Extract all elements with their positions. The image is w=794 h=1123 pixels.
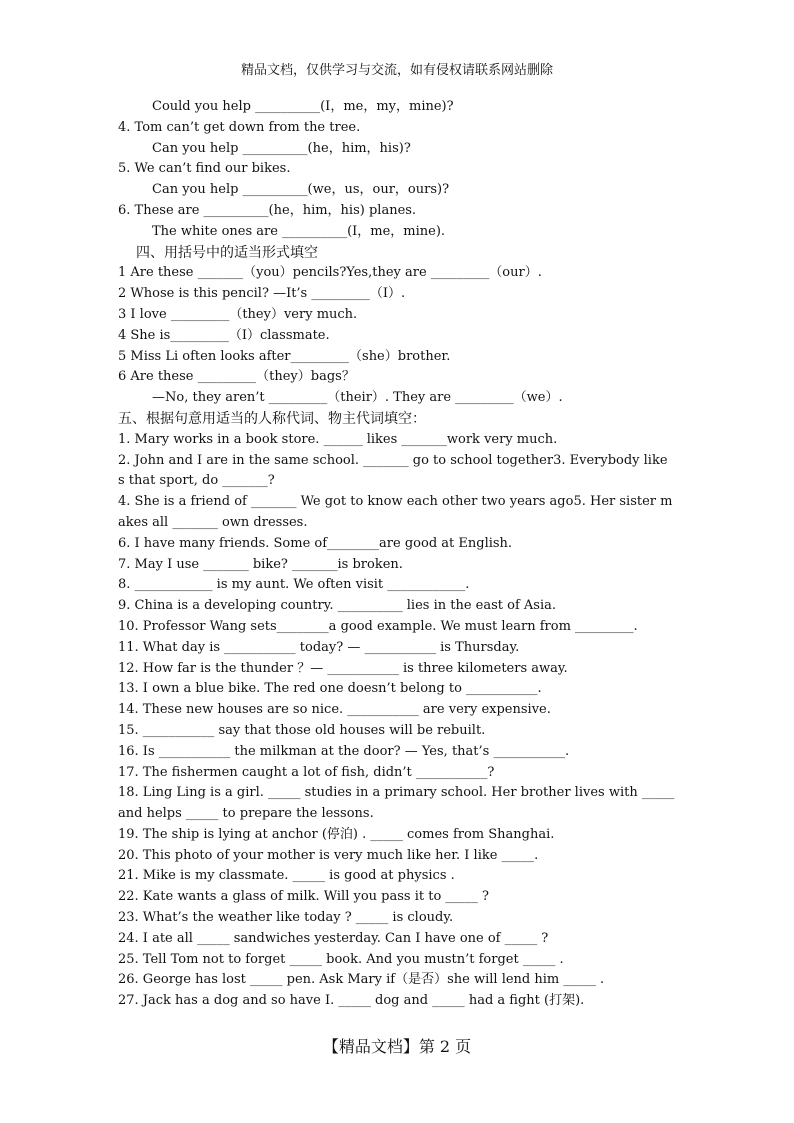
text-line: 11. What day is ___________ today? — ___________ is Thursday. bbox=[118, 639, 520, 655]
section-heading: 五、根据句意用适当的人称代词、物主代词填空： bbox=[118, 410, 426, 427]
text-line: 1 Are these _______（you）pencils?Yes,they are _________（our）. bbox=[118, 265, 542, 281]
text-line: 6 Are these _________（they）bags？ bbox=[118, 369, 355, 385]
text-line: 20. This photo of your mother is very much like her. I like _____. bbox=[118, 847, 539, 863]
text-line: 13. I own a blue bike. The red one doesn’t belong to ___________. bbox=[118, 681, 542, 697]
text-line: 7. May I use _______ bike? _______is broken. bbox=[118, 556, 403, 572]
text-line: 17. The fishermen caught a lot of fish, didn’t ___________? bbox=[118, 764, 495, 780]
text-line: 5 Miss Li often looks after_________（she）brother. bbox=[118, 348, 451, 364]
text-line: s that sport, do _______? bbox=[118, 473, 275, 489]
text-line: 21. Mike is my classmate. _____ is good at physics . bbox=[118, 868, 455, 884]
text-line: 1. Mary works in a book store. ______ likes _______work very much. bbox=[118, 431, 558, 447]
text-line: 26. George has lost _____ pen. Ask Mary if（是否）she will lend him _____ . bbox=[118, 972, 605, 988]
text-line: 8. ____________ is my aunt. We often visit ____________. bbox=[118, 577, 470, 593]
text-line: 18. Ling Ling is a girl. _____ studies in a primary school. Her brother lives with _____ bbox=[118, 785, 675, 801]
text-line: 3 I love _________（they）very much. bbox=[118, 306, 358, 322]
text-line: 24. I ate all _____ sandwiches yesterday. Can I have one of _____ ? bbox=[118, 930, 549, 946]
text-line: 4 She is_________（I）classmate. bbox=[118, 327, 330, 343]
text-line: 6. These are __________(he，him，his) planes. bbox=[118, 202, 417, 218]
text-line: 14. These new houses are so nice. ___________ are very expensive. bbox=[118, 702, 551, 718]
text-line: 23. What’s the weather like today ? _____ is cloudy. bbox=[118, 910, 454, 926]
text-line: 27. Jack has a dog and so have I. _____ dog and _____ had a fight (打架). bbox=[118, 993, 585, 1009]
text-line: 16. Is ___________ the milkman at the door? — Yes, that’s ___________. bbox=[118, 743, 570, 759]
text-line: The white ones are __________(I，me，mine). bbox=[152, 223, 446, 239]
text-line: 2 Whose is this pencil? —It’s _________（I）. bbox=[118, 286, 406, 302]
text-line: 2. John and I are in the same school. _______ go to school together3. Everybody like bbox=[118, 452, 668, 468]
section-heading: 四、用括号中的适当形式填空 bbox=[136, 244, 318, 261]
text-line: 9. China is a developing country. __________ lies in the east of Asia. bbox=[118, 598, 557, 614]
text-line: and helps _____ to prepare the lessons. bbox=[118, 806, 374, 822]
page-footer: 【精品文档】第 2 页 bbox=[322, 1037, 472, 1056]
text-line: 25. Tell Tom not to forget _____ book. And you mustn’t forget _____ . bbox=[118, 951, 564, 967]
text-line: Could you help __________(I，me，my，mine)? bbox=[152, 99, 454, 114]
document-body bbox=[118, 97, 678, 1012]
text-line: 6. I have many friends. Some of________are good at English. bbox=[118, 535, 513, 551]
text-line: 15. ___________ say that those old houses will be rebuilt. bbox=[118, 722, 486, 738]
text-line: —No, they aren’t _________（their）. They are _________（we）. bbox=[152, 390, 563, 406]
page-header: 精品文档，仅供学习与交流，如有侵权请联系网站删除 bbox=[240, 63, 553, 78]
text-line: Can you help __________(he，him，his)? bbox=[152, 140, 411, 156]
text-line: 22. Kate wants a glass of milk. Will you pass it to _____ ? bbox=[118, 889, 490, 905]
text-line: 4. She is a friend of _______ We got to know each other two years ago5. Her sister m bbox=[118, 494, 673, 510]
text-line: 12. How far is the thunder ？— ___________ is three kilometers away. bbox=[118, 660, 568, 676]
text-line: 19. The ship is lying at anchor (停泊) . _____ comes from Shanghai. bbox=[118, 826, 555, 842]
text-line: 4. Tom can’t get down from the tree. bbox=[118, 119, 361, 135]
text-line: akes all _______ own dresses. bbox=[118, 514, 308, 530]
text-line: 10. Professor Wang sets________a good example. We must learn from _________. bbox=[118, 618, 638, 634]
text-line: Can you help __________(we，us，our，ours)? bbox=[152, 182, 450, 198]
text-line: 5. We can’t find our bikes. bbox=[118, 161, 291, 177]
